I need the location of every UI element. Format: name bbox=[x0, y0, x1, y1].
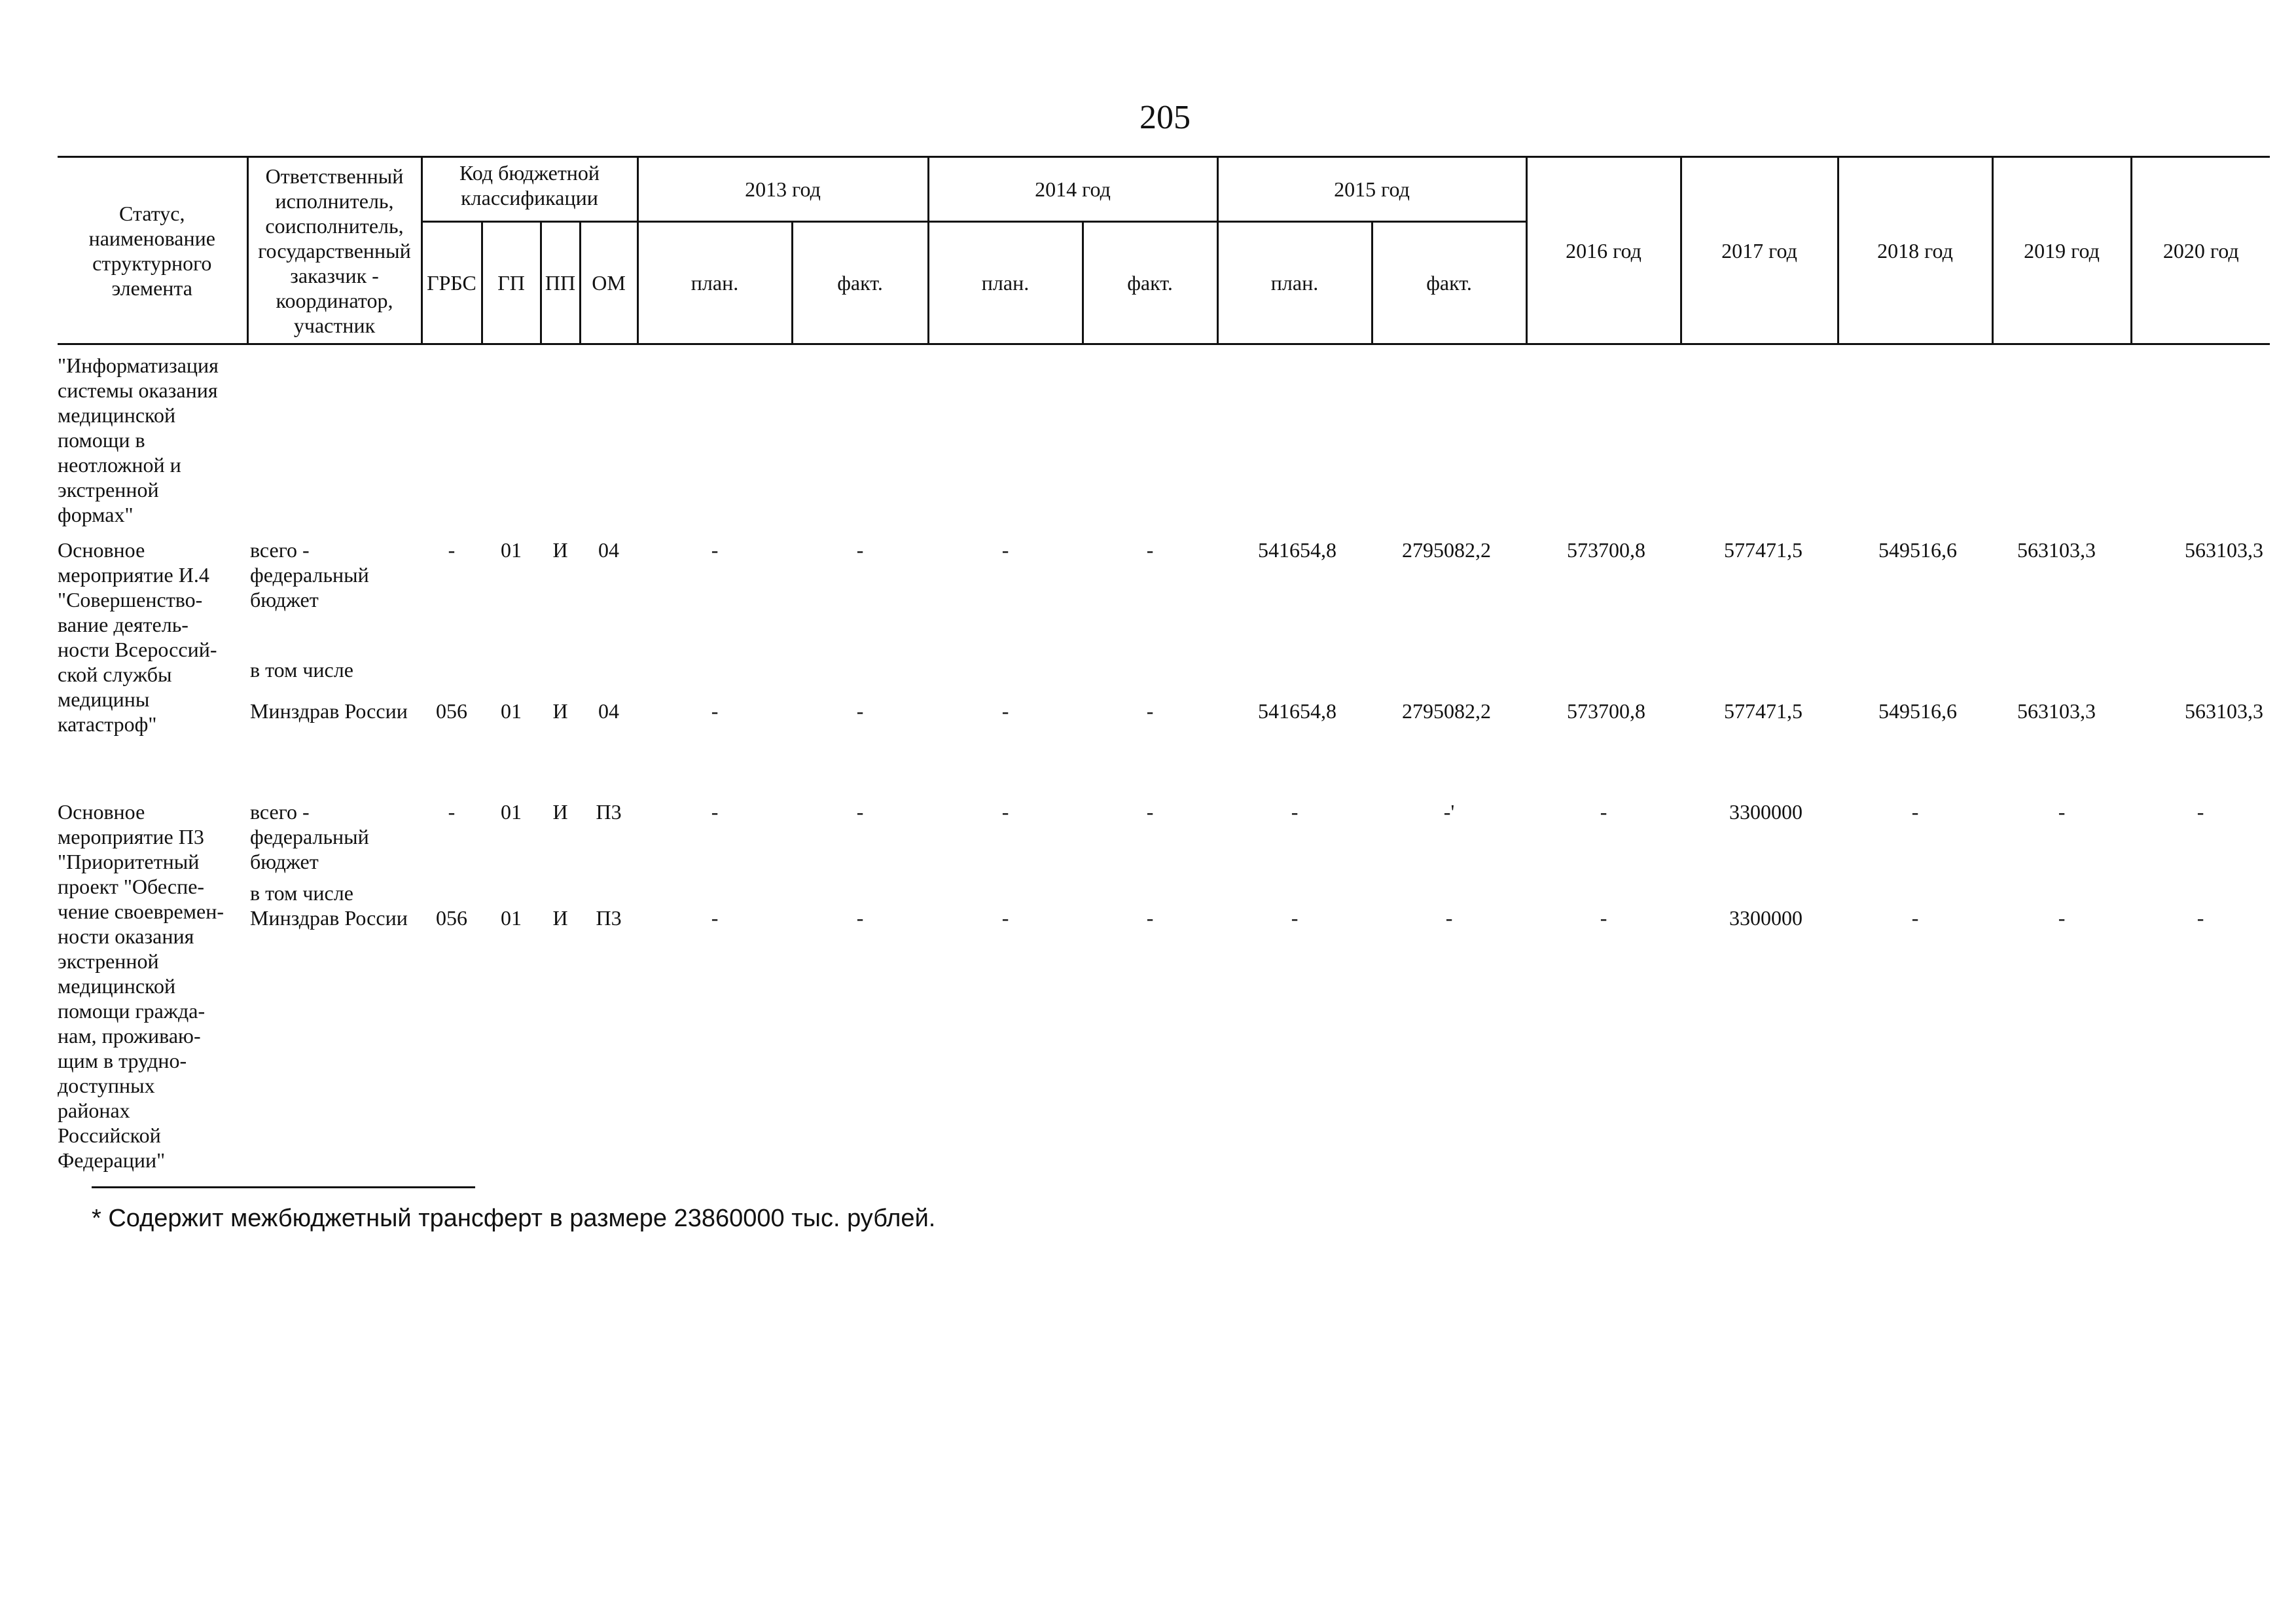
table-header bbox=[58, 157, 2270, 344]
cell-2019: 563103,3 bbox=[2017, 699, 2096, 723]
cell-2015-plan: 541654,8 bbox=[1258, 699, 1337, 723]
header-2013-fact: факт. bbox=[792, 222, 928, 344]
cell-2020: 563103,3 bbox=[2185, 538, 2264, 562]
cell-2017: 577471,5 bbox=[1724, 538, 1803, 562]
cell-2020: - bbox=[2197, 906, 2204, 930]
cell-2014-fact: - bbox=[1146, 800, 1154, 824]
cell-2019: 563103,3 bbox=[2017, 538, 2096, 562]
header-year-2015: 2015 год bbox=[1217, 157, 1526, 222]
cell-2014-fact: - bbox=[1146, 906, 1154, 930]
cell-2015-fact: - bbox=[1445, 906, 1453, 930]
footnote: * Содержит межбюджетный трансферт в размере 23860000 тыс. рублей. bbox=[92, 1205, 936, 1232]
cell-2014-plan: - bbox=[1001, 906, 1009, 930]
header-year-2013: 2013 год bbox=[637, 157, 928, 222]
cell-pp: И bbox=[552, 906, 568, 930]
cell-2019: - bbox=[2058, 906, 2066, 930]
header-year-2014: 2014 год bbox=[928, 157, 1217, 222]
cell-2014-plan: - bbox=[1001, 800, 1009, 824]
header-year-2018: 2018 год bbox=[1838, 157, 1992, 344]
cell-2016: - bbox=[1600, 906, 1607, 930]
cell-gp: 01 bbox=[501, 538, 522, 562]
header-year-2019: 2019 год bbox=[1992, 157, 2131, 344]
cell-2020: - bbox=[2197, 800, 2204, 824]
block-status: Основное мероприятие И.4 "Совершенство- вание деятель- ности Всероссий- ской службы медицины катастроф" bbox=[58, 538, 217, 736]
cell-pp: И bbox=[552, 800, 568, 824]
header-2013-plan: план. bbox=[637, 222, 792, 344]
cell-2015-plan: 541654,8 bbox=[1258, 538, 1337, 562]
header-grbs: ГРБС bbox=[422, 222, 482, 344]
cell-gp: 01 bbox=[501, 699, 522, 723]
cell-2018: - bbox=[1911, 800, 1919, 824]
cell-2019: - bbox=[2058, 800, 2066, 824]
cell-2014-fact: - bbox=[1146, 538, 1154, 562]
cell-2013-fact: - bbox=[856, 906, 864, 930]
cell-2015-fact: 2795082,2 bbox=[1402, 538, 1492, 562]
cell-2013-plan: - bbox=[711, 538, 719, 562]
row-responsible: в том числе bbox=[250, 658, 353, 682]
cell-pp: И bbox=[552, 699, 568, 723]
cell-2015-fact: -' bbox=[1443, 800, 1455, 824]
footnote-divider bbox=[92, 1186, 475, 1188]
row-responsible: Минздрав России bbox=[250, 906, 408, 930]
cell-2018: 549516,6 bbox=[1878, 538, 1958, 562]
cell-2013-fact: - bbox=[856, 699, 864, 723]
section-title-row bbox=[58, 353, 2270, 527]
row-responsible: в том числе bbox=[250, 881, 353, 905]
header-2015-plan: план. bbox=[1217, 222, 1372, 344]
block-status: Основное мероприятие П3 "Приоритетный проект "Обеспе- чение своевремен- ности оказания экстренной медицинской помощи гражда- нам, проживаю- щим в трудно- доступных районах Российской Федерации" bbox=[58, 800, 224, 1172]
header-gp: ГП bbox=[482, 222, 541, 344]
header-year-2020: 2020 год bbox=[2131, 157, 2270, 344]
header-2015-fact: факт. bbox=[1372, 222, 1526, 344]
cell-2014-plan: - bbox=[1001, 699, 1009, 723]
cell-2016: 573700,8 bbox=[1567, 538, 1646, 562]
header-status: Статус, наименование структурного элемента bbox=[58, 157, 247, 344]
header-year-2017: 2017 год bbox=[1681, 157, 1838, 344]
cell-2015-plan: - bbox=[1291, 800, 1299, 824]
table-row bbox=[58, 699, 2270, 737]
row-responsible: всего - федеральный бюджет bbox=[250, 800, 369, 873]
cell-2014-plan: - bbox=[1001, 538, 1009, 562]
table-row bbox=[58, 538, 2270, 651]
cell-2018: 549516,6 bbox=[1878, 699, 1958, 723]
header-pp: ПП bbox=[541, 222, 580, 344]
header-2014-fact: факт. bbox=[1083, 222, 1217, 344]
cell-2015-fact: 2795082,2 bbox=[1402, 699, 1492, 723]
cell-2013-plan: - bbox=[711, 699, 719, 723]
cell-2017: 3300000 bbox=[1729, 906, 1803, 930]
table-row bbox=[58, 651, 2270, 699]
table-row bbox=[58, 799, 2270, 874]
header-om: ОМ bbox=[580, 222, 637, 344]
header-budget-code: Код бюджетной классификации bbox=[422, 157, 637, 222]
page-number: 205 bbox=[1139, 99, 1191, 136]
cell-2013-fact: - bbox=[856, 538, 864, 562]
cell-grbs: 056 bbox=[436, 699, 467, 723]
cell-pp: И bbox=[552, 538, 568, 562]
cell-2016: - bbox=[1600, 800, 1607, 824]
cell-2020: 563103,3 bbox=[2185, 699, 2264, 723]
table-row bbox=[58, 905, 2270, 1194]
cell-grbs: 056 bbox=[436, 906, 467, 930]
cell-grbs: - bbox=[448, 538, 456, 562]
cell-2016: 573700,8 bbox=[1567, 699, 1646, 723]
cell-2014-fact: - bbox=[1146, 699, 1154, 723]
cell-2013-fact: - bbox=[856, 800, 864, 824]
cell-gp: 01 bbox=[501, 906, 522, 930]
cell-2017: 3300000 bbox=[1729, 800, 1803, 824]
cell-om: П3 bbox=[596, 800, 622, 824]
header-responsible: Ответственный исполнитель, соисполнитель, государственный заказчик - координатор, участник bbox=[247, 157, 422, 344]
cell-gp: 01 bbox=[501, 800, 522, 824]
cell-2015-plan: - bbox=[1291, 906, 1299, 930]
header-2014-plan: план. bbox=[928, 222, 1083, 344]
cell-2013-plan: - bbox=[711, 906, 719, 930]
cell-2017: 577471,5 bbox=[1724, 699, 1803, 723]
cell-om: П3 bbox=[596, 906, 622, 930]
cell-2018: - bbox=[1911, 906, 1919, 930]
row-responsible: всего - федеральный бюджет bbox=[250, 538, 369, 611]
section-title: "Информатизация системы оказания медицинской помощи в неотложной и экстренной формах" bbox=[58, 354, 219, 526]
cell-om: 04 bbox=[598, 699, 619, 723]
cell-om: 04 bbox=[598, 538, 619, 562]
cell-grbs: - bbox=[448, 800, 456, 824]
row-responsible: Минздрав России bbox=[250, 699, 408, 723]
cell-2013-plan: - bbox=[711, 800, 719, 824]
budget-table bbox=[58, 156, 2270, 1194]
table-body bbox=[58, 344, 2270, 1194]
header-year-2016: 2016 год bbox=[1526, 157, 1681, 344]
table-row bbox=[58, 874, 2270, 905]
